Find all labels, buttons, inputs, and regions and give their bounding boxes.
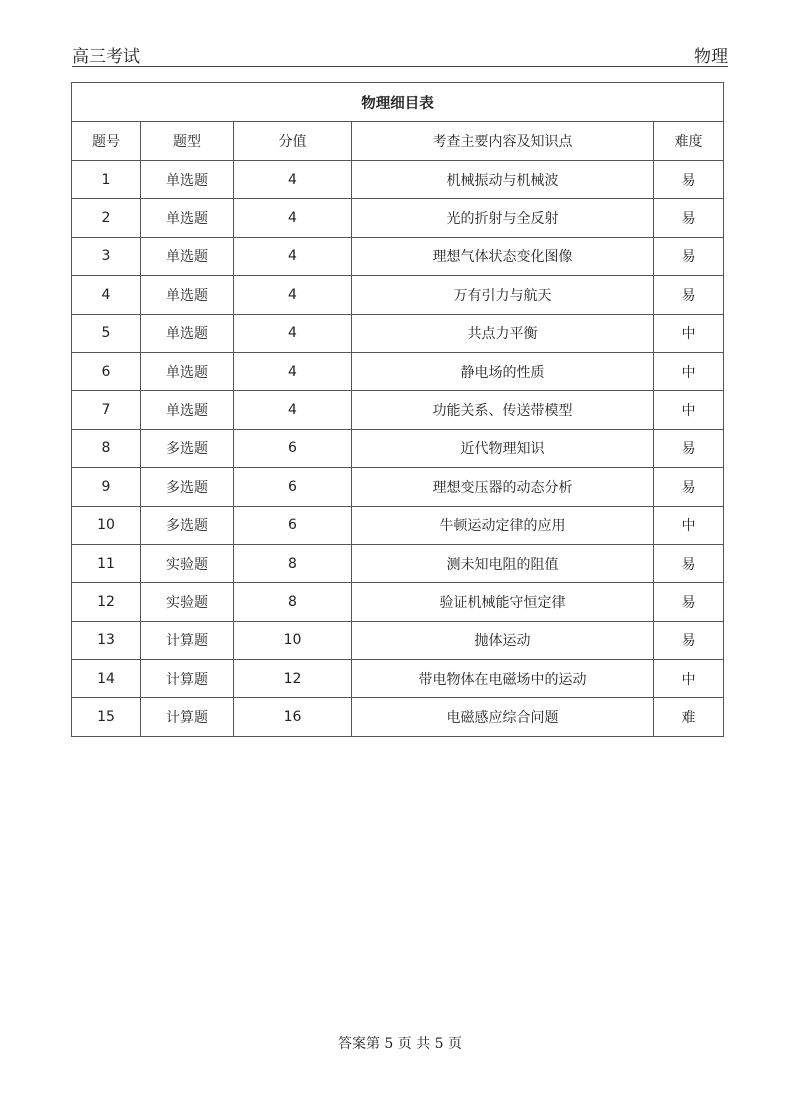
table-title-row [72,83,724,122]
cell-difficulty: 易 [654,621,724,659]
cell-number: 7 [72,391,141,429]
cell-type: 实验题 [141,544,234,582]
cell-score: 6 [234,468,352,506]
cell-number: 12 [72,583,141,621]
cell-difficulty: 易 [654,161,724,199]
table-row [72,468,724,506]
cell-content: 静电场的性质 [352,352,654,390]
cell-type: 计算题 [141,660,234,698]
cell-type: 多选题 [141,429,234,467]
cell-difficulty: 中 [654,506,724,544]
table-row [72,660,724,698]
cell-difficulty: 中 [654,660,724,698]
cell-content: 共点力平衡 [352,314,654,352]
cell-type: 单选题 [141,314,234,352]
cell-type: 单选题 [141,161,234,199]
cell-number: 5 [72,314,141,352]
cell-type: 单选题 [141,276,234,314]
cell-content: 电磁感应综合问题 [352,698,654,736]
table-row [72,161,724,199]
cell-content: 机械振动与机械波 [352,161,654,199]
table-row [72,391,724,429]
cell-number: 3 [72,237,141,275]
cell-type: 单选题 [141,391,234,429]
cell-difficulty: 易 [654,199,724,237]
page-footer: 答案第 5 页 共 5 页 [337,1036,463,1052]
cell-score: 4 [234,276,352,314]
table-row [72,506,724,544]
cell-type: 单选题 [141,352,234,390]
cell-content: 光的折射与全反射 [352,199,654,237]
cell-type: 单选题 [141,237,234,275]
spec-table [71,82,724,737]
table-row [72,583,724,621]
table-row [72,698,724,736]
cell-score: 4 [234,352,352,390]
column-header-content: 考查主要内容及知识点 [352,122,654,161]
cell-score: 4 [234,314,352,352]
cell-number: 11 [72,544,141,582]
column-header-number: 题号 [72,122,141,161]
cell-type: 多选题 [141,506,234,544]
cell-difficulty: 中 [654,314,724,352]
cell-content: 带电物体在电磁场中的运动 [352,660,654,698]
table-row [72,621,724,659]
cell-content: 理想变压器的动态分析 [352,468,654,506]
cell-content: 理想气体状态变化图像 [352,237,654,275]
table-header-row [72,122,724,161]
cell-number: 15 [72,698,141,736]
table-row [72,276,724,314]
page-header [72,40,728,67]
table-title: 物理细目表 [72,83,724,122]
cell-content: 验证机械能守恒定律 [352,583,654,621]
cell-number: 10 [72,506,141,544]
cell-content: 万有引力与航天 [352,276,654,314]
column-header-score: 分值 [234,122,352,161]
cell-number: 2 [72,199,141,237]
cell-content: 抛体运动 [352,621,654,659]
cell-number: 6 [72,352,141,390]
cell-content: 牛顿运动定律的应用 [352,506,654,544]
cell-score: 6 [234,429,352,467]
cell-number: 9 [72,468,141,506]
table-row [72,314,724,352]
column-header-type: 题型 [141,122,234,161]
cell-type: 多选题 [141,468,234,506]
cell-type: 实验题 [141,583,234,621]
cell-type: 单选题 [141,199,234,237]
cell-score: 16 [234,698,352,736]
cell-number: 13 [72,621,141,659]
cell-difficulty: 中 [654,352,724,390]
column-header-difficulty: 难度 [654,122,724,161]
header-subject: 物理 [694,47,728,67]
cell-score: 6 [234,506,352,544]
cell-difficulty: 易 [654,276,724,314]
table-row [72,429,724,467]
cell-score: 8 [234,544,352,582]
cell-score: 4 [234,237,352,275]
cell-content: 测未知电阻的阻值 [352,544,654,582]
cell-type: 计算题 [141,621,234,659]
cell-number: 8 [72,429,141,467]
cell-difficulty: 易 [654,468,724,506]
table-row [72,199,724,237]
table-body [72,161,724,737]
cell-score: 10 [234,621,352,659]
cell-score: 4 [234,161,352,199]
cell-difficulty: 易 [654,544,724,582]
cell-score: 4 [234,391,352,429]
cell-score: 4 [234,199,352,237]
cell-content: 功能关系、传送带模型 [352,391,654,429]
table-row [72,237,724,275]
cell-type: 计算题 [141,698,234,736]
cell-content: 近代物理知识 [352,429,654,467]
cell-difficulty: 易 [654,583,724,621]
cell-number: 14 [72,660,141,698]
cell-score: 12 [234,660,352,698]
table-row [72,352,724,390]
cell-difficulty: 易 [654,429,724,467]
cell-number: 1 [72,161,141,199]
header-exam-title: 高三考试 [72,47,140,67]
cell-score: 8 [234,583,352,621]
cell-difficulty: 难 [654,698,724,736]
table-row [72,544,724,582]
cell-difficulty: 易 [654,237,724,275]
cell-number: 4 [72,276,141,314]
cell-difficulty: 中 [654,391,724,429]
